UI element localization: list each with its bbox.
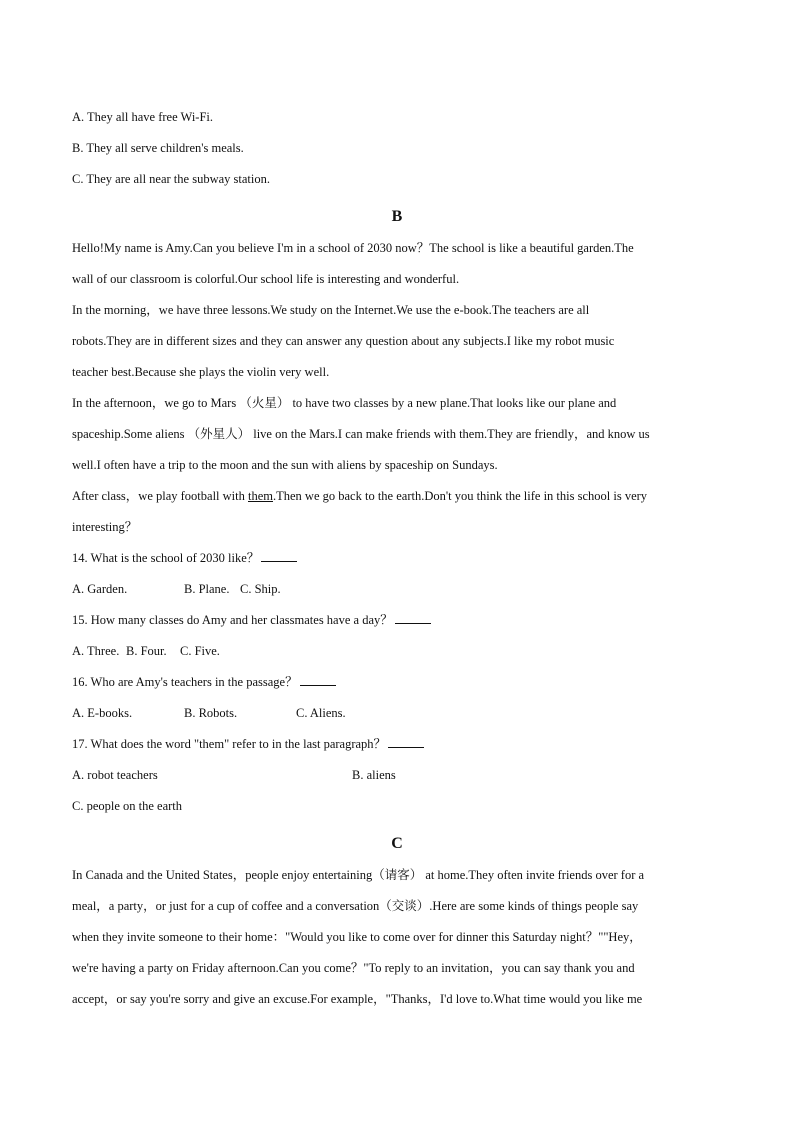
passage-line: robots.They are in different sizes and they can answer any question about any subjects.I like my robot music <box>72 334 615 348</box>
question-14-options <box>72 574 722 605</box>
passage-line: interesting？ <box>72 520 138 534</box>
passage-line: accept，or say you're sorry and give an excuse.For example，"Thanks，I'd love to.What time would you like me <box>72 992 643 1006</box>
passage-b <box>72 233 722 543</box>
section-heading-b: B <box>391 208 403 225</box>
choice-a[interactable]: A. robot teachers <box>72 768 158 782</box>
option-a: A. They all have free Wi-Fi. <box>72 110 214 124</box>
choice-b[interactable]: B. Robots. <box>184 706 238 720</box>
passage-line: wall of our classroom is colorful.Our school life is interesting and wonderful. <box>72 272 460 286</box>
passage-line <box>72 481 722 512</box>
passage-line: teacher best.Because she plays the violin very well. <box>72 365 330 379</box>
passage-line: Hello!My name is Amy.Can you believe I'm in a school of 2030 now？The school is like a beautiful garden.The <box>72 241 634 255</box>
underlined-word: them <box>248 489 273 503</box>
passage-line: In the morning，we have three lessons.We study on the Internet.We use the e-book.The teachers are all <box>72 303 590 317</box>
choice-c[interactable]: C. people on the earth <box>72 799 183 813</box>
choice-a[interactable]: A. E-books. <box>72 706 133 720</box>
passage-text: After class，we play football with <box>72 489 248 503</box>
choice-a[interactable]: A. Three. <box>72 644 120 658</box>
question-stem: 14. What is the school of 2030 like？ <box>72 551 260 565</box>
choice-b[interactable]: B. Four. <box>126 644 167 658</box>
answer-blank[interactable] <box>300 675 336 686</box>
passage-line: meal，a party，or just for a cup of coffee and a conversation（交谈）.Here are some kinds of things people say <box>72 899 639 913</box>
question-14 <box>72 543 722 574</box>
option-c: C. They are all near the subway station. <box>72 172 270 186</box>
passage-text: .Then we go back to the earth.Don't you think the life in this school is very <box>273 489 648 503</box>
section-heading-c: C <box>391 835 403 852</box>
answer-blank[interactable] <box>395 613 431 624</box>
question-16 <box>72 667 722 698</box>
question-15-options <box>72 636 722 667</box>
question-17-options <box>72 760 722 791</box>
choice-b[interactable]: B. aliens <box>352 768 396 782</box>
question-17-option-c-row <box>72 791 722 822</box>
passage-c <box>72 860 722 1015</box>
option-b: B. They all serve children's meals. <box>72 141 244 155</box>
question-stem: 17. What does the word "them" refer to in the last paragraph？ <box>72 737 387 751</box>
choice-a[interactable]: A. Garden. <box>72 582 128 596</box>
passage-line: we're having a party on Friday afternoon.Can you come？"To reply to an invitation，you can say thank you and <box>72 961 635 975</box>
passage-line: well.I often have a trip to the moon and the sun with aliens by spaceship on Sundays. <box>72 458 498 472</box>
passage-line: In the afternoon，we go to Mars （火星） to have two classes by a new plane.That looks like our plane and <box>72 396 617 410</box>
question-15 <box>72 605 722 636</box>
passage-line: In Canada and the United States，people enjoy entertaining（请客） at home.They often invite friends over for a <box>72 868 645 882</box>
choice-c[interactable]: C. Ship. <box>240 582 281 596</box>
question-stem: 16. Who are Amy's teachers in the passage？ <box>72 675 298 689</box>
answer-blank[interactable] <box>261 551 297 562</box>
question-16-options <box>72 698 722 729</box>
question-17 <box>72 729 722 760</box>
answer-blank[interactable] <box>388 737 424 748</box>
passage-line: when they invite someone to their home："Would you like to come over for dinner this Saturday night？""Hey， <box>72 930 642 944</box>
choice-b[interactable]: B. Plane. <box>184 582 230 596</box>
worksheet-page <box>72 102 722 1015</box>
passage-line: spaceship.Some aliens （外星人） live on the Mars.I can make friends with them.They are friendly，and know us <box>72 427 650 441</box>
choice-c[interactable]: C. Five. <box>180 644 220 658</box>
choice-c[interactable]: C. Aliens. <box>296 706 346 720</box>
question-stem: 15. How many classes do Amy and her classmates have a day？ <box>72 613 393 627</box>
